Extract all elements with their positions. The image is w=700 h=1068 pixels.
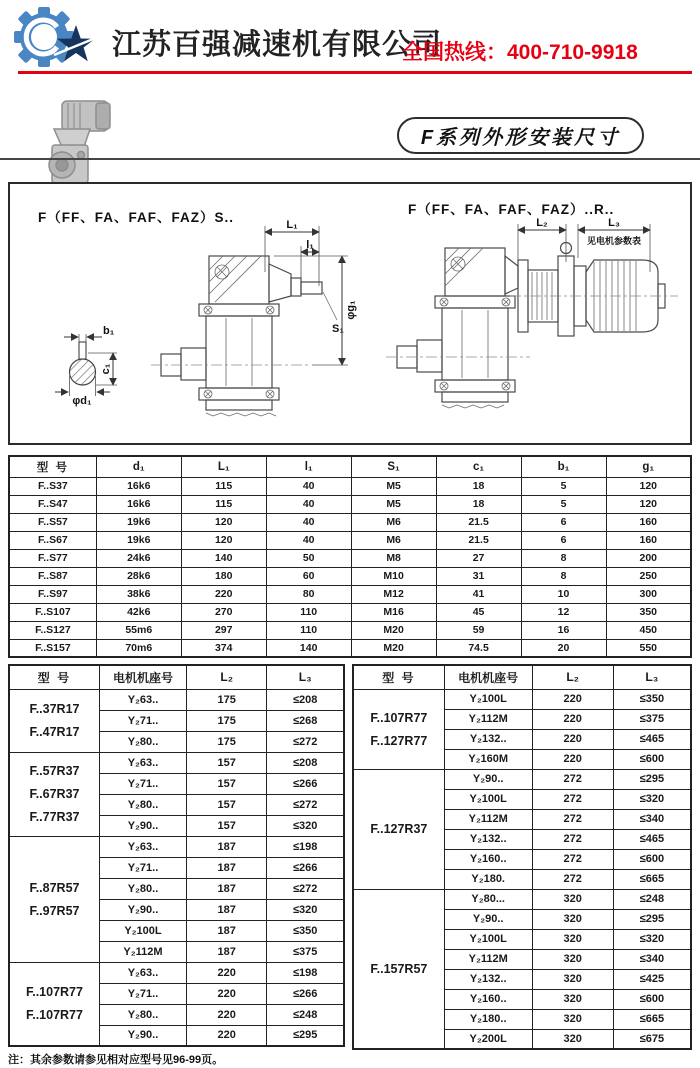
model-label: F..87R57 — [29, 880, 80, 895]
dim-label-b1: b₁ — [103, 325, 115, 337]
table-row — [353, 889, 691, 909]
model-cell: F..S77 — [9, 549, 96, 567]
l2-cell: 320 — [532, 1009, 613, 1029]
model-label: F..57R37 — [29, 764, 80, 778]
value-cell: 42k6 — [96, 603, 181, 621]
l2-cell: 220 — [187, 1025, 267, 1046]
value-cell: 31 — [436, 567, 521, 585]
model-label: F..77R37 — [29, 810, 80, 824]
table-row — [9, 689, 344, 710]
right-drawing-title: F（FF、FA、FAF、FAZ）..R.. — [408, 202, 615, 217]
motor-frame-cell: Y₂180. — [444, 869, 532, 889]
table-row — [9, 531, 691, 549]
model-label: F..37R17 — [29, 702, 80, 716]
l2-cell: 220 — [532, 709, 613, 729]
column-header: g₁ — [606, 456, 691, 477]
value-cell: 140 — [266, 639, 351, 657]
value-cell: 27 — [436, 549, 521, 567]
l3-cell: ≤320 — [613, 929, 691, 949]
dim-label-g1: φg₁ — [345, 300, 357, 320]
column-header: d₁ — [96, 456, 181, 477]
value-cell: 18 — [436, 495, 521, 513]
l3-cell: ≤272 — [267, 878, 344, 899]
motor-table-right — [352, 664, 692, 1050]
value-cell: M6 — [351, 513, 436, 531]
column-header: L₁ — [181, 456, 266, 477]
l3-cell: ≤320 — [267, 815, 344, 836]
dim-label-c1: c₁ — [100, 363, 112, 375]
table-row — [9, 639, 691, 657]
l3-cell: ≤208 — [267, 752, 344, 773]
value-cell: 28k6 — [96, 567, 181, 585]
column-header: S₁ — [351, 456, 436, 477]
motor-frame-cell: Y₂200L — [444, 1029, 532, 1049]
l2-cell: 320 — [532, 889, 613, 909]
value-cell: 21.5 — [436, 531, 521, 549]
model-group-cell — [9, 752, 99, 836]
table-row — [9, 477, 691, 495]
header-row — [9, 456, 691, 477]
model-group-cell — [353, 769, 444, 889]
l2-cell: 187 — [187, 836, 267, 857]
value-cell: 8 — [521, 549, 606, 567]
l3-cell: ≤350 — [613, 689, 691, 709]
value-cell: M8 — [351, 549, 436, 567]
value-cell: 8 — [521, 567, 606, 585]
value-cell: 19k6 — [96, 513, 181, 531]
table-row — [9, 513, 691, 531]
l2-cell: 272 — [532, 769, 613, 789]
motor-frame-cell: Y₂112M — [444, 809, 532, 829]
l3-cell: ≤198 — [267, 962, 344, 983]
value-cell: 24k6 — [96, 549, 181, 567]
column-header: 电机机座号 — [444, 665, 532, 689]
value-cell: 20 — [521, 639, 606, 657]
motor-frame-cell: Y₂180.. — [444, 1009, 532, 1029]
l3-cell: ≤375 — [613, 709, 691, 729]
installation-drawings — [10, 184, 688, 441]
value-cell: 220 — [181, 585, 266, 603]
product-photo — [28, 95, 124, 189]
motor-frame-cell: Y₂100L — [99, 920, 186, 941]
value-cell: 110 — [266, 621, 351, 639]
l3-cell: ≤266 — [267, 773, 344, 794]
column-header: 型 号 — [9, 665, 99, 689]
l2-cell: 187 — [187, 857, 267, 878]
motor-frame-cell: Y₂132.. — [444, 969, 532, 989]
l2-cell: 320 — [532, 949, 613, 969]
value-cell: 200 — [606, 549, 691, 567]
l2-cell: 272 — [532, 789, 613, 809]
model-cell: F..S37 — [9, 477, 96, 495]
header-divider — [18, 71, 692, 74]
l2-cell: 220 — [532, 689, 613, 709]
motor-frame-cell: Y₂132.. — [444, 729, 532, 749]
model-label: F..47R17 — [29, 725, 80, 739]
l2-cell: 320 — [532, 929, 613, 949]
column-header: l₁ — [266, 456, 351, 477]
value-cell: 110 — [266, 603, 351, 621]
motor-frame-cell: Y₂90.. — [99, 1025, 186, 1046]
model-label: F..107R77 — [25, 985, 83, 1000]
l3-cell: ≤208 — [267, 689, 344, 710]
value-cell: 180 — [181, 567, 266, 585]
l3-cell: ≤320 — [267, 899, 344, 920]
l3-cell: ≤600 — [613, 849, 691, 869]
table-row — [353, 769, 691, 789]
model-group-cell — [9, 962, 99, 1046]
model-label: F..107R77 — [370, 710, 428, 725]
l2-cell: 175 — [187, 689, 267, 710]
l2-cell: 157 — [187, 752, 267, 773]
motor-frame-cell: Y₂71.. — [99, 983, 186, 1004]
model-cell: F..S97 — [9, 585, 96, 603]
drawings-panel — [8, 182, 692, 445]
motor-frame-cell: Y₂100L — [444, 689, 532, 709]
value-cell: 40 — [266, 477, 351, 495]
l2-cell: 220 — [187, 1004, 267, 1025]
l2-cell: 175 — [187, 710, 267, 731]
model-group-cell — [353, 689, 444, 769]
value-cell: 350 — [606, 603, 691, 621]
column-header: L₃ — [267, 665, 344, 689]
l2-cell: 220 — [532, 749, 613, 769]
motor-frame-cell: Y₂80... — [444, 889, 532, 909]
column-header: c₁ — [436, 456, 521, 477]
table-row — [9, 752, 344, 773]
l3-cell: ≤340 — [613, 949, 691, 969]
motor-frame-cell: Y₂90.. — [444, 769, 532, 789]
motor-frame-cell: Y₂71.. — [99, 710, 186, 731]
model-label: F..97R57 — [29, 903, 80, 918]
l3-cell: ≤266 — [267, 983, 344, 1004]
model-cell: F..S127 — [9, 621, 96, 639]
table-row — [9, 549, 691, 567]
column-header: L₂ — [532, 665, 613, 689]
value-cell: 297 — [181, 621, 266, 639]
gear-icon — [14, 7, 74, 67]
l2-cell: 272 — [532, 849, 613, 869]
value-cell: 60 — [266, 567, 351, 585]
l3-cell: ≤600 — [613, 989, 691, 1009]
column-header: b₁ — [521, 456, 606, 477]
value-cell: 115 — [181, 495, 266, 513]
model-label: F..127R77 — [370, 733, 428, 748]
table-row — [9, 495, 691, 513]
table-row — [9, 585, 691, 603]
left-drawing-title: F（FF、FA、FAF、FAZ）S.. — [38, 210, 234, 225]
company-name: 江苏百强减速机有限公司 — [112, 29, 443, 61]
l2-cell: 175 — [187, 731, 267, 752]
header-row — [353, 665, 691, 689]
value-cell: 38k6 — [96, 585, 181, 603]
motor-frame-cell: Y₂160.. — [444, 989, 532, 1009]
motor-frame-cell: Y₂160M — [444, 749, 532, 769]
motor-frame-cell: Y₂112M — [99, 941, 186, 962]
table-row — [353, 689, 691, 709]
value-cell: 160 — [606, 531, 691, 549]
l2-cell: 157 — [187, 773, 267, 794]
value-cell: 18 — [436, 477, 521, 495]
l3-cell: ≤295 — [613, 909, 691, 929]
value-cell: 40 — [266, 495, 351, 513]
series-title: F系列外形安装尺寸 — [420, 127, 621, 149]
value-cell: 6 — [521, 513, 606, 531]
model-cell: F..S47 — [9, 495, 96, 513]
l3-cell: ≤665 — [613, 869, 691, 889]
motor-table-left — [8, 664, 345, 1047]
motor-note: 见电机参数表 — [586, 236, 642, 246]
model-cell: F..S57 — [9, 513, 96, 531]
motor-frame-cell: Y₂160.. — [444, 849, 532, 869]
value-cell: 120 — [181, 513, 266, 531]
l2-cell: 272 — [532, 829, 613, 849]
series-title-badge — [397, 117, 644, 154]
model-label: F..67R37 — [29, 787, 80, 801]
dim-label-S1: S₁ — [332, 323, 344, 335]
column-header: 型 号 — [353, 665, 444, 689]
l2-cell: 187 — [187, 941, 267, 962]
value-cell: 16k6 — [96, 495, 181, 513]
value-cell: 5 — [521, 477, 606, 495]
table-row — [9, 567, 691, 585]
value-cell: 160 — [606, 513, 691, 531]
value-cell: 450 — [606, 621, 691, 639]
model-label: F..127R37 — [370, 822, 428, 836]
value-cell: 41 — [436, 585, 521, 603]
l3-cell: ≤375 — [267, 941, 344, 962]
value-cell: 16 — [521, 621, 606, 639]
value-cell: 120 — [606, 477, 691, 495]
value-cell: 300 — [606, 585, 691, 603]
footnote: 注：其余参数请参见相对应型号见96-99页。 — [8, 1054, 224, 1066]
l2-cell: 220 — [532, 729, 613, 749]
value-cell: 10 — [521, 585, 606, 603]
value-cell: M16 — [351, 603, 436, 621]
l3-cell: ≤295 — [267, 1025, 344, 1046]
value-cell: M12 — [351, 585, 436, 603]
value-cell: 115 — [181, 477, 266, 495]
l2-cell: 187 — [187, 878, 267, 899]
model-group-cell — [9, 689, 99, 752]
l3-cell: ≤425 — [613, 969, 691, 989]
hotline: 全国热线：400-710-9918 — [402, 41, 638, 64]
model-group-cell — [9, 836, 99, 962]
l3-cell: ≤268 — [267, 710, 344, 731]
motor-frame-cell: Y₂71.. — [99, 857, 186, 878]
dim-label-L3: L₃ — [608, 217, 620, 229]
value-cell: M20 — [351, 639, 436, 657]
l3-cell: ≤665 — [613, 1009, 691, 1029]
section-divider — [0, 158, 700, 160]
l2-cell: 220 — [187, 983, 267, 1004]
l3-cell: ≤248 — [613, 889, 691, 909]
l3-cell: ≤465 — [613, 729, 691, 749]
motor-frame-cell: Y₂90.. — [99, 899, 186, 920]
value-cell: 40 — [266, 513, 351, 531]
l2-cell: 187 — [187, 899, 267, 920]
l2-cell: 220 — [187, 962, 267, 983]
motor-frame-cell: Y₂80.. — [99, 794, 186, 815]
l2-cell: 320 — [532, 989, 613, 1009]
column-header: L₂ — [187, 665, 267, 689]
motor-frame-cell: Y₂112M — [444, 709, 532, 729]
value-cell: 45 — [436, 603, 521, 621]
l3-cell: ≤600 — [613, 749, 691, 769]
l2-cell: 320 — [532, 1029, 613, 1049]
value-cell: 50 — [266, 549, 351, 567]
value-cell: 74.5 — [436, 639, 521, 657]
model-cell: F..S157 — [9, 639, 96, 657]
l3-cell: ≤248 — [267, 1004, 344, 1025]
dimension-table — [8, 455, 692, 658]
l2-cell: 157 — [187, 815, 267, 836]
motor-frame-cell: Y₂112M — [444, 949, 532, 969]
l3-cell: ≤272 — [267, 794, 344, 815]
model-label: F..157R57 — [370, 961, 428, 976]
column-header: 电机机座号 — [99, 665, 186, 689]
motor-frame-cell: Y₂80.. — [99, 731, 186, 752]
value-cell: 12 — [521, 603, 606, 621]
l3-cell: ≤272 — [267, 731, 344, 752]
motor-frame-cell: Y₂80.. — [99, 878, 186, 899]
model-cell: F..S67 — [9, 531, 96, 549]
value-cell: M5 — [351, 477, 436, 495]
company-logo — [12, 5, 112, 71]
l3-cell: ≤465 — [613, 829, 691, 849]
motor-frame-cell: Y₂100L — [444, 789, 532, 809]
value-cell: M20 — [351, 621, 436, 639]
l3-cell: ≤340 — [613, 809, 691, 829]
l2-cell: 272 — [532, 809, 613, 829]
table-row — [9, 603, 691, 621]
motor-frame-cell: Y₂63.. — [99, 689, 186, 710]
value-cell: 55m6 — [96, 621, 181, 639]
value-cell: 120 — [181, 531, 266, 549]
l3-cell: ≤198 — [267, 836, 344, 857]
value-cell: 120 — [606, 495, 691, 513]
header-row — [9, 665, 344, 689]
motor-frame-cell: Y₂80.. — [99, 1004, 186, 1025]
motor-frame-cell: Y₂71.. — [99, 773, 186, 794]
l3-cell: ≤295 — [613, 769, 691, 789]
motor-frame-cell: Y₂63.. — [99, 752, 186, 773]
value-cell: 140 — [181, 549, 266, 567]
value-cell: 40 — [266, 531, 351, 549]
value-cell: M5 — [351, 495, 436, 513]
l2-cell: 272 — [532, 869, 613, 889]
value-cell: 19k6 — [96, 531, 181, 549]
l2-cell: 320 — [532, 909, 613, 929]
value-cell: 250 — [606, 567, 691, 585]
table-row — [9, 836, 344, 857]
motor-frame-cell: Y₂90.. — [444, 909, 532, 929]
motor-frame-cell: Y₂90.. — [99, 815, 186, 836]
l2-cell: 157 — [187, 794, 267, 815]
l3-cell: ≤320 — [613, 789, 691, 809]
value-cell: 70m6 — [96, 639, 181, 657]
column-header: 型 号 — [9, 456, 96, 477]
value-cell: 59 — [436, 621, 521, 639]
value-cell: 5 — [521, 495, 606, 513]
table-row — [9, 621, 691, 639]
motor-frame-cell: Y₂132.. — [444, 829, 532, 849]
value-cell: 16k6 — [96, 477, 181, 495]
column-header: L₃ — [613, 665, 691, 689]
dim-label-L1: L₁ — [286, 219, 298, 231]
l3-cell: ≤350 — [267, 920, 344, 941]
model-cell: F..S107 — [9, 603, 96, 621]
dim-label-L2: L₂ — [536, 217, 548, 229]
table-row — [9, 962, 344, 983]
l2-cell: 187 — [187, 920, 267, 941]
dim-label-l1: l₁ — [306, 239, 314, 251]
value-cell: 6 — [521, 531, 606, 549]
l3-cell: ≤675 — [613, 1029, 691, 1049]
value-cell: M6 — [351, 531, 436, 549]
motor-frame-cell: Y₂63.. — [99, 836, 186, 857]
model-label: F..107R77 — [25, 1008, 83, 1023]
model-cell: F..S87 — [9, 567, 96, 585]
value-cell: M10 — [351, 567, 436, 585]
value-cell: 21.5 — [436, 513, 521, 531]
l3-cell: ≤266 — [267, 857, 344, 878]
motor-frame-cell: Y₂100L — [444, 929, 532, 949]
value-cell: 270 — [181, 603, 266, 621]
l2-cell: 320 — [532, 969, 613, 989]
dim-label-d1: φd₁ — [72, 395, 92, 407]
motor-frame-cell: Y₂63.. — [99, 962, 186, 983]
value-cell: 374 — [181, 639, 266, 657]
value-cell: 550 — [606, 639, 691, 657]
model-group-cell — [353, 889, 444, 1049]
value-cell: 80 — [266, 585, 351, 603]
